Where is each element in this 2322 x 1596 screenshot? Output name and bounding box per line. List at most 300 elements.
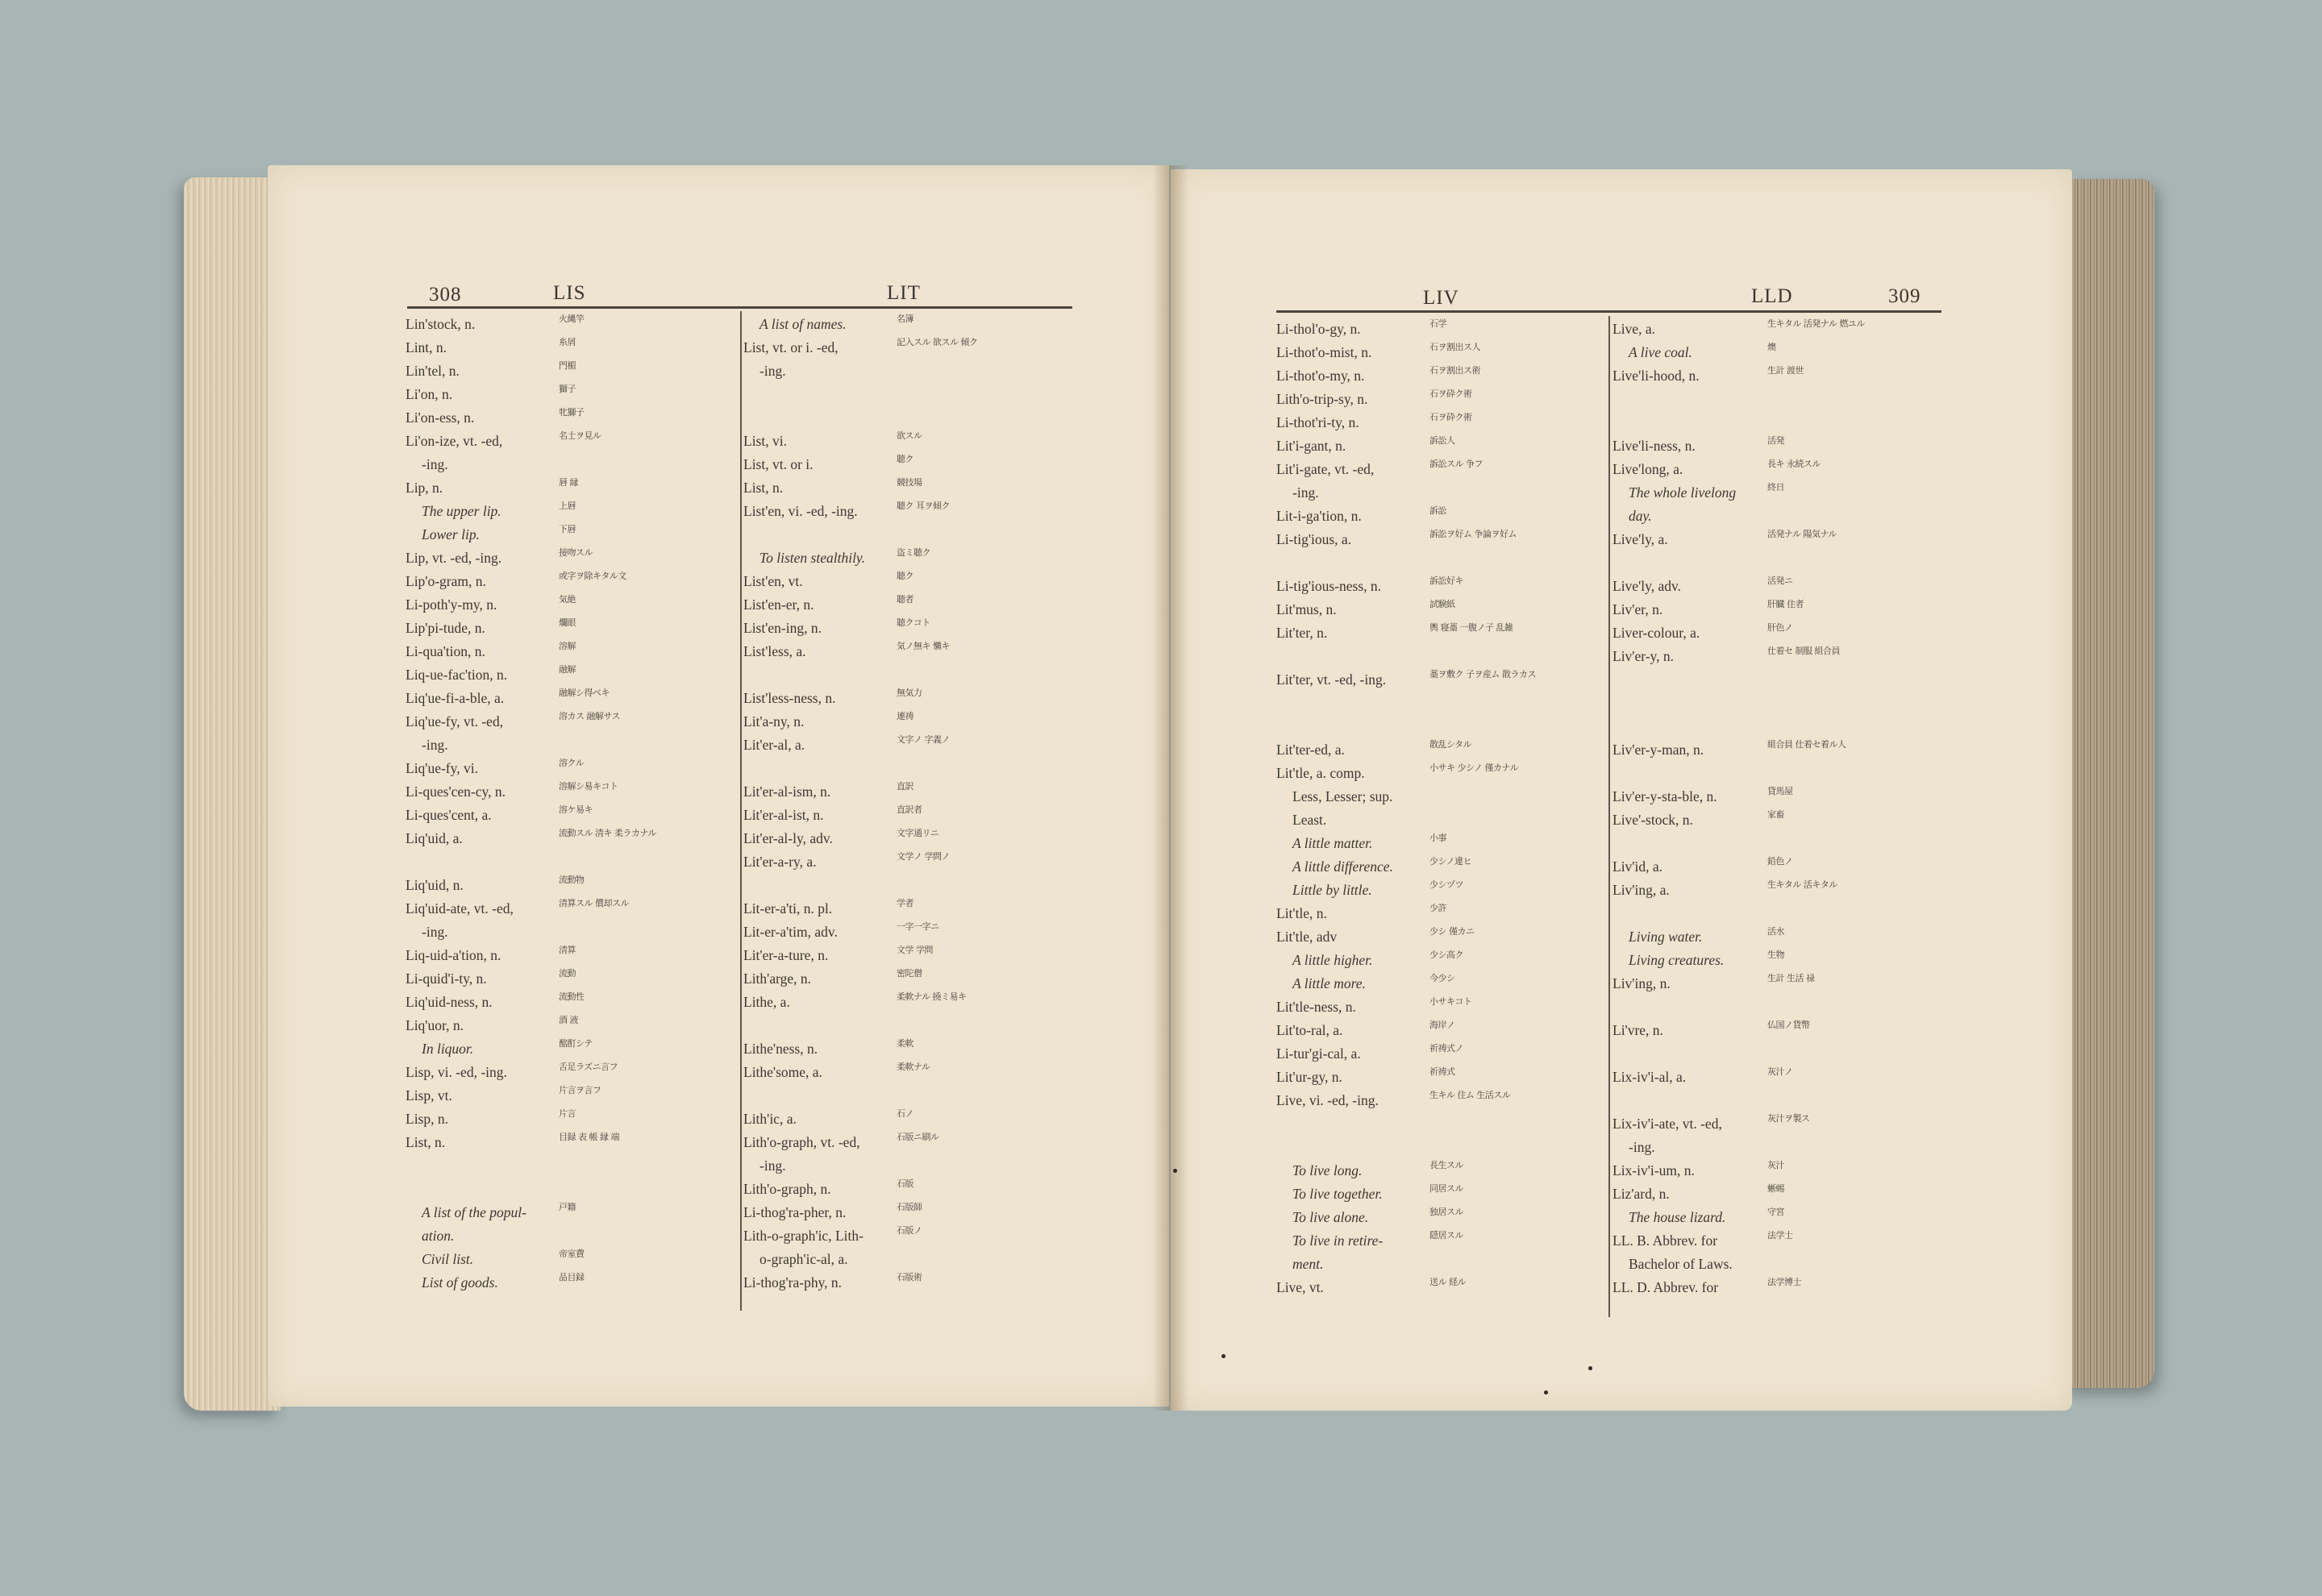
entry-headword: Li-thot'o-mist, n. (1276, 344, 1372, 360)
entry-japanese-gloss: 少シ高ク (1429, 950, 1463, 960)
entry-japanese-gloss: 流動性 (559, 991, 585, 1002)
dictionary-entry (743, 1084, 1076, 1108)
entry-headword: Lit'mus, n. (1276, 601, 1337, 617)
entry-headword: Li-thot'o-my, n. (1276, 368, 1365, 384)
left-page-edges (184, 177, 281, 1411)
dictionary-entry (743, 406, 1076, 430)
entry-japanese-gloss: 名士ヲ見ル (559, 430, 601, 441)
dictionary-entry (1276, 995, 1605, 1019)
dictionary-entry (1276, 902, 1605, 925)
dictionary-entry (1276, 458, 1605, 481)
entry-headword: Live'ly, adv. (1612, 578, 1681, 594)
entry-japanese-gloss: 送ル 経ル (1429, 1277, 1466, 1287)
dictionary-entry (743, 1224, 1076, 1248)
entry-japanese-gloss: 長キ 永続スル (1767, 459, 1821, 469)
entry-japanese-gloss: 爛眼 (559, 617, 576, 628)
entry-japanese-gloss: 隠居スル (1429, 1230, 1463, 1241)
entry-headword: Li-tur'gi-cal, a. (1276, 1045, 1361, 1062)
entry-headword: Liv'er, n. (1612, 601, 1663, 617)
dictionary-entry (1612, 785, 1943, 808)
entry-japanese-gloss: 流動物 (559, 875, 585, 885)
entry-japanese-gloss: 訴訟ヲ好ム 争論ヲ好ム (1429, 529, 1517, 539)
entry-japanese-gloss: 灰汁ノ (1767, 1066, 1793, 1077)
dictionary-entry (406, 944, 736, 967)
dictionary-entry (406, 1271, 736, 1295)
entry-japanese-gloss: 聴クコト (897, 617, 930, 628)
dictionary-entry (1276, 925, 1605, 949)
entry-japanese-gloss: 文字ノ 字義ノ (897, 734, 950, 745)
entry-japanese-gloss (1767, 1043, 1929, 1065)
entry-japanese-gloss: 文学 学問 (897, 945, 933, 955)
entry-japanese-gloss: 融解シ得ベキ (559, 688, 610, 698)
entry-japanese-gloss: 酒 液 (559, 1015, 578, 1025)
dictionary-entry (1612, 1019, 1943, 1042)
entry-japanese-gloss (897, 407, 1058, 429)
entry-headword: Liv'er-y-man, n. (1612, 742, 1704, 758)
dictionary-entry (1276, 972, 1605, 995)
dictionary-entry (1276, 715, 1605, 738)
entry-japanese-gloss (1767, 692, 1929, 714)
entry-headword: Lix-iv'i-al, a. (1612, 1069, 1687, 1085)
entry-japanese-gloss: 生キル 住ム 生活スル (1429, 1090, 1511, 1100)
dictionary-entry (1276, 762, 1605, 785)
entry-headword: Liz'ard, n. (1612, 1186, 1670, 1202)
dictionary-entry (1612, 364, 1943, 388)
entry-headword: Li'on-ize, vt. -ed, (406, 433, 503, 449)
ink-speck (1544, 1390, 1548, 1394)
entry-headword: Li-poth'y-my, n. (406, 596, 497, 613)
dictionary-entry (406, 547, 736, 570)
dictionary-entry (1276, 528, 1605, 551)
entry-headword: Liq'uid, a. (406, 830, 463, 846)
entry-headword: Liv'er-y, n. (1612, 648, 1675, 664)
dictionary-entry (1276, 481, 1605, 505)
dictionary-entry (1276, 832, 1605, 855)
entry-headword: List'less-ness, n. (743, 690, 836, 706)
entry-headword: Live'ly, a. (1612, 531, 1668, 547)
dictionary-entry (1612, 855, 1943, 879)
dictionary-entry (1276, 1042, 1605, 1066)
dictionary-entry (1612, 411, 1943, 434)
entry-japanese-gloss: 小事 (1429, 833, 1446, 843)
entry-headword: Lith'o-graph, vt. -ed, (743, 1134, 860, 1150)
entry-japanese-gloss: 長生スル (1429, 1160, 1463, 1170)
entry-japanese-gloss (1429, 786, 1591, 808)
entry-japanese-gloss: 仕着セ 制服 組合員 (1767, 646, 1840, 656)
entry-japanese-gloss: 石版 (897, 1178, 913, 1189)
entry-headword: To live together. (1292, 1186, 1383, 1202)
entry-japanese-gloss: 散乱シタル (1429, 739, 1472, 750)
dictionary-entry (1276, 1019, 1605, 1042)
entry-headword: Lith'o-trip-sy, n. (1276, 391, 1368, 407)
entry-japanese-gloss: 石ヲ砕ク術 (1429, 389, 1472, 399)
entry-headword: A live coal. (1629, 344, 1692, 360)
dictionary-entry (1612, 738, 1943, 762)
dictionary-entry (743, 921, 1076, 944)
entry-japanese-gloss: 活発 (1767, 435, 1784, 446)
entry-japanese-gloss: 守宮 (1767, 1207, 1784, 1217)
entry-headword: ation. (422, 1228, 455, 1244)
entry-japanese-gloss: 溶ケ易キ (559, 804, 593, 815)
entry-japanese-gloss: 藁ヲ敷ク 子ヲ産ム 散ラカス (1429, 669, 1536, 680)
entry-headword: Lit'er-a-ry, a. (743, 854, 817, 870)
entry-japanese-gloss: 石版ノ (897, 1225, 922, 1236)
dictionary-entry (1612, 575, 1943, 598)
entry-japanese-gloss (897, 1249, 1058, 1270)
header-rule-right (1276, 310, 1941, 313)
entry-japanese-gloss: 石版術 (897, 1272, 922, 1282)
ink-speck (1173, 1169, 1177, 1173)
dictionary-entry (1276, 388, 1605, 411)
entry-japanese-gloss (1429, 809, 1591, 831)
entry-headword: Living water. (1629, 929, 1703, 945)
dictionary-entry (406, 1154, 736, 1178)
dictionary-entry (1276, 1112, 1605, 1136)
entry-headword: Lit-er-a'ti, n. pl. (743, 900, 833, 916)
entry-japanese-gloss: 直訳 (897, 781, 913, 792)
entry-headword: Liq'ue-fy, vt. -ed, (406, 713, 504, 729)
entry-headword: Liq'ue-fi-a-ble, a. (406, 690, 505, 706)
entry-headword: Lint, n. (406, 339, 447, 355)
dictionary-entry (406, 617, 736, 640)
entry-japanese-gloss: 上唇 (559, 501, 576, 511)
entry-japanese-gloss: 肝色ノ (1767, 622, 1793, 633)
entry-headword: Liv'er-y-sta-ble, n. (1612, 788, 1717, 804)
dictionary-entry (1612, 458, 1943, 481)
dictionary-entry (743, 757, 1076, 780)
entry-headword: Lix-iv'i-ate, vt. -ed, (1612, 1116, 1722, 1132)
dictionary-entry (1276, 1253, 1605, 1276)
dictionary-entry (406, 1131, 736, 1154)
dictionary-entry (1276, 949, 1605, 972)
entry-japanese-gloss: 石ヲ割出ス人 (1429, 342, 1480, 352)
dictionary-entry (406, 850, 736, 874)
entry-japanese-gloss (559, 1225, 720, 1247)
entry-japanese-gloss (897, 664, 1058, 686)
entry-japanese-gloss: 溶解シ易キコト (559, 781, 618, 792)
entry-headword: Living creatures. (1629, 952, 1725, 968)
dictionary-entry (1612, 528, 1943, 551)
entry-headword: Lit'er-a-ture, n. (743, 947, 829, 963)
entry-headword: Lin'tel, n. (406, 363, 460, 379)
left-page-column-1 (406, 313, 736, 1295)
entry-headword: Li'on-ess, n. (406, 409, 475, 426)
entry-headword: Lit'ter-ed, a. (1276, 742, 1345, 758)
entry-japanese-gloss: 活発ニ (1767, 576, 1793, 586)
dictionary-entry (743, 734, 1076, 757)
header-rule-left (407, 306, 1072, 309)
entry-japanese-gloss: 訴訟人 (1429, 435, 1455, 446)
dictionary-entry (1612, 505, 1943, 528)
dictionary-entry (1612, 925, 1943, 949)
entry-headword: Lisp, vt. (406, 1087, 452, 1103)
dictionary-entry (743, 430, 1076, 453)
entry-headword: In liquor. (422, 1041, 474, 1057)
entry-japanese-gloss: 生キタル 活発ナル 燃ユル (1767, 318, 1865, 329)
entry-headword: -ing. (759, 1158, 786, 1174)
entry-headword: Civil list. (422, 1251, 474, 1267)
dictionary-entry (1612, 762, 1943, 785)
entry-headword: Lip'o-gram, n. (406, 573, 486, 589)
entry-japanese-gloss (559, 921, 720, 943)
entry-japanese-gloss: 柔軟ナル (897, 1062, 930, 1072)
entry-japanese-gloss (1767, 1137, 1929, 1158)
dictionary-entry (1612, 481, 1943, 505)
entry-headword: Liq-uid-a'tion, n. (406, 947, 501, 963)
dictionary-entry (1612, 1206, 1943, 1229)
entry-japanese-gloss: 唇 縁 (559, 477, 578, 488)
entry-japanese-gloss (559, 1178, 720, 1200)
dictionary-entry (1276, 598, 1605, 621)
dictionary-entry (743, 1248, 1076, 1271)
dictionary-entry (406, 967, 736, 991)
entry-japanese-gloss: 石版ニ刷ル (897, 1132, 939, 1142)
entry-japanese-gloss (1767, 716, 1929, 738)
dictionary-entry (406, 687, 736, 710)
entry-headword: Live, vt. (1276, 1279, 1324, 1295)
entry-headword: Lit'er-al-ist, n. (743, 807, 824, 823)
entry-headword: List'en-er, n. (743, 596, 814, 613)
entry-japanese-gloss: 欲スル (897, 430, 922, 441)
entry-headword: List, vt. or i. -ed, (743, 339, 838, 355)
entry-japanese-gloss: 生キタル 活キタル (1767, 879, 1837, 890)
entry-japanese-gloss: 聴ク 耳ヲ傾ク (897, 501, 950, 511)
dictionary-entry (743, 780, 1076, 804)
entry-headword: ment. (1292, 1256, 1324, 1272)
left-page-column-2 (743, 313, 1076, 1295)
entry-japanese-gloss: 戸籍 (559, 1202, 576, 1212)
entry-headword: Lith-o-graph'ic, Lith- (743, 1228, 863, 1244)
entry-japanese-gloss: 溶解 (559, 641, 576, 651)
entry-japanese-gloss (1767, 669, 1929, 691)
entry-japanese-gloss: 火縄竿 (559, 314, 585, 324)
entry-japanese-gloss: 訴訟好キ (1429, 576, 1463, 586)
entry-headword: Li-ques'cen-cy, n. (406, 783, 506, 800)
dictionary-entry (1276, 341, 1605, 364)
entry-headword: Bachelor of Laws. (1629, 1256, 1733, 1272)
entry-japanese-gloss: 門楣 (559, 360, 576, 371)
entry-japanese-gloss: 法学博士 (1767, 1277, 1801, 1287)
dictionary-entry (406, 453, 736, 476)
ink-speck (1588, 1366, 1592, 1370)
entry-headword: Lit'tle-ness, n. (1276, 999, 1356, 1015)
dictionary-entry (1612, 1229, 1943, 1253)
dictionary-entry (1276, 364, 1605, 388)
dictionary-entry (406, 804, 736, 827)
dictionary-entry (743, 453, 1076, 476)
right-page-column-2 (1612, 318, 1943, 1299)
entry-japanese-gloss (1767, 996, 1929, 1018)
dictionary-entry (743, 313, 1076, 336)
entry-japanese-gloss: 石ヲ割出ス術 (1429, 365, 1480, 376)
entry-japanese-gloss (897, 360, 1058, 382)
dictionary-entry (1276, 575, 1605, 598)
dictionary-entry (406, 757, 736, 780)
entry-japanese-gloss: 獅子 (559, 384, 576, 394)
entry-japanese-gloss: 無気力 (897, 688, 922, 698)
entry-japanese-gloss: 舌足ラズニ言フ (559, 1062, 618, 1072)
entry-headword: Lithe'some, a. (743, 1064, 822, 1080)
dictionary-entry (406, 523, 736, 547)
entry-japanese-gloss: 気絶 (559, 594, 576, 605)
entry-japanese-gloss: 鉛色ノ (1767, 856, 1793, 867)
entry-japanese-gloss: 貸馬屋 (1767, 786, 1793, 796)
column-rule-left (740, 311, 742, 1311)
entry-headword: Lith'arge, n. (743, 970, 811, 987)
dictionary-entry (1276, 505, 1605, 528)
dictionary-entry (1612, 949, 1943, 972)
entry-headword: List'en-ing, n. (743, 620, 822, 636)
entry-japanese-gloss (1429, 716, 1591, 738)
entry-japanese-gloss: 柔軟 (897, 1038, 913, 1049)
entry-japanese-gloss: 溶クル (559, 758, 585, 768)
entry-headword: Lip, n. (406, 480, 443, 496)
entry-headword: A little higher. (1292, 952, 1373, 968)
dictionary-entry (743, 593, 1076, 617)
entry-headword: To listen stealthily. (759, 550, 866, 566)
dictionary-entry (743, 897, 1076, 921)
entry-japanese-gloss: 生計 生活 禄 (1767, 973, 1815, 983)
entry-headword: A little matter. (1292, 835, 1373, 851)
dictionary-entry (406, 710, 736, 734)
dictionary-entry (743, 1061, 1076, 1084)
entry-japanese-gloss: 石ヲ砕ク術 (1429, 412, 1472, 422)
guide-word-left-end: LIT (887, 282, 921, 304)
entry-japanese-gloss: 輿 寝藁 一腹ノ子 乱雑 (1429, 622, 1513, 633)
entry-headword: -ing. (1292, 484, 1319, 501)
entry-japanese-gloss (897, 384, 1058, 405)
entry-headword: List'less, a. (743, 643, 806, 659)
entry-japanese-gloss: 組合員 仕着セ着ル人 (1767, 739, 1846, 750)
entry-japanese-gloss: 気ノ無キ 懶キ (897, 641, 950, 651)
entry-japanese-gloss (1767, 505, 1929, 527)
entry-headword: Li-thot'ri-ty, n. (1276, 414, 1359, 430)
entry-japanese-gloss (1429, 1137, 1591, 1158)
right-page-column-1 (1276, 318, 1605, 1299)
entry-japanese-gloss: 聴者 (897, 594, 913, 605)
dictionary-entry (743, 570, 1076, 593)
entry-japanese-gloss (897, 1155, 1058, 1177)
entry-japanese-gloss: 聴ク (897, 454, 913, 464)
entry-headword: Lip'pi-tude, n. (406, 620, 485, 636)
entry-headword: A little difference. (1292, 858, 1393, 875)
entry-japanese-gloss: 名簿 (897, 314, 913, 324)
entry-headword: Lit'tle, n. (1276, 905, 1327, 921)
entry-japanese-gloss: 接吻スル (559, 547, 593, 558)
dictionary-entry (1276, 1206, 1605, 1229)
entry-japanese-gloss: 片言 (559, 1108, 576, 1119)
dictionary-entry (1612, 645, 1943, 668)
dictionary-entry (1612, 1089, 1943, 1112)
dictionary-entry (406, 383, 736, 406)
dictionary-entry (1612, 1136, 1943, 1159)
dictionary-entry (1612, 879, 1943, 902)
entry-headword: Lin'stock, n. (406, 316, 476, 332)
dictionary-entry (1612, 1112, 1943, 1136)
entry-japanese-gloss: 下唇 (559, 524, 576, 534)
dictionary-entry (1612, 621, 1943, 645)
dictionary-entry (1612, 341, 1943, 364)
entry-japanese-gloss: 少シヅツ (1429, 879, 1463, 890)
entry-headword: Liq-ue-fac'tion, n. (406, 667, 508, 683)
dictionary-entry (406, 1037, 736, 1061)
entry-headword: List of goods. (422, 1274, 498, 1291)
entry-japanese-gloss: 少シノ違ヒ (1429, 856, 1472, 867)
dictionary-entry (743, 1178, 1076, 1201)
entry-japanese-gloss: 独居スル (1429, 1207, 1463, 1217)
dictionary-entry (1612, 1276, 1943, 1299)
entry-japanese-gloss: 活発ナル 陽気ナル (1767, 529, 1837, 539)
entry-japanese-gloss: 活水 (1767, 926, 1784, 937)
entry-headword: The house lizard. (1629, 1209, 1726, 1225)
entry-headword: List, vi. (743, 433, 787, 449)
dictionary-entry (406, 640, 736, 663)
page-number-right: 309 (1888, 285, 1921, 307)
entry-japanese-gloss: 文字通リニ (897, 828, 939, 838)
dictionary-entry (743, 476, 1076, 500)
entry-headword: Lit'ter, vt. -ed, -ing. (1276, 671, 1387, 688)
dictionary-entry (743, 874, 1076, 897)
entry-headword: Lithe'ness, n. (743, 1041, 818, 1057)
entry-headword: day. (1629, 508, 1652, 524)
entry-headword: Lit'tle, adv (1276, 929, 1338, 945)
entry-japanese-gloss (1767, 763, 1929, 784)
dictionary-entry (406, 1014, 736, 1037)
entry-japanese-gloss: 石版師 (897, 1202, 922, 1212)
dictionary-entry (406, 1201, 736, 1224)
dictionary-entry (1276, 668, 1605, 692)
entry-japanese-gloss (897, 524, 1058, 546)
dictionary-entry (406, 921, 736, 944)
entry-japanese-gloss: 訴訟スル 争フ (1429, 459, 1483, 469)
entry-japanese-gloss (1429, 1253, 1591, 1275)
entry-headword: o-graph'ic-al, a. (759, 1251, 848, 1267)
dictionary-entry (743, 617, 1076, 640)
entry-japanese-gloss: 海岸ノ (1429, 1020, 1455, 1030)
entry-japanese-gloss (1767, 552, 1929, 574)
dictionary-entry (406, 336, 736, 360)
entry-headword: Least. (1292, 812, 1327, 828)
dictionary-entry (406, 593, 736, 617)
entry-japanese-gloss: 片言ヲ言フ (559, 1085, 601, 1095)
entry-headword: Live'li-ness, n. (1612, 438, 1696, 454)
entry-japanese-gloss: 燠 (1767, 342, 1776, 352)
entry-japanese-gloss: 家畜 (1767, 809, 1784, 820)
dictionary-entry (1612, 972, 1943, 995)
entry-headword: List, n. (406, 1134, 446, 1150)
entry-headword: LL. D. Abbrev. for (1612, 1279, 1719, 1295)
entry-headword: Lit-i-ga'tion, n. (1276, 508, 1362, 524)
dictionary-entry (1276, 855, 1605, 879)
entry-japanese-gloss: 密陀僧 (897, 968, 922, 979)
dictionary-entry (743, 1014, 1076, 1037)
entry-headword: Li'on, n. (406, 386, 453, 402)
entry-headword: Lit'er-al, a. (743, 737, 805, 753)
entry-headword: Lix-iv'i-um, n. (1612, 1162, 1695, 1178)
entry-headword: Lit'a-ny, n. (743, 713, 805, 729)
entry-japanese-gloss: 流動スル 清キ 柔ラカナル (559, 828, 656, 838)
entry-headword: Liq'uid-ate, vt. -ed, (406, 900, 514, 916)
entry-headword: The whole livelong (1629, 484, 1737, 501)
entry-japanese-gloss: 仏国ノ貨幣 (1767, 1020, 1810, 1030)
entry-japanese-gloss: 柔軟ナル 撓ミ易キ (897, 991, 967, 1002)
entry-japanese-gloss (1767, 833, 1929, 854)
entry-headword: Liv'ing, n. (1612, 975, 1671, 991)
entry-japanese-gloss: 帝室費 (559, 1249, 585, 1259)
entry-japanese-gloss: 今少シ (1429, 973, 1455, 983)
entry-japanese-gloss (1429, 552, 1591, 574)
dictionary-entry (1612, 995, 1943, 1019)
